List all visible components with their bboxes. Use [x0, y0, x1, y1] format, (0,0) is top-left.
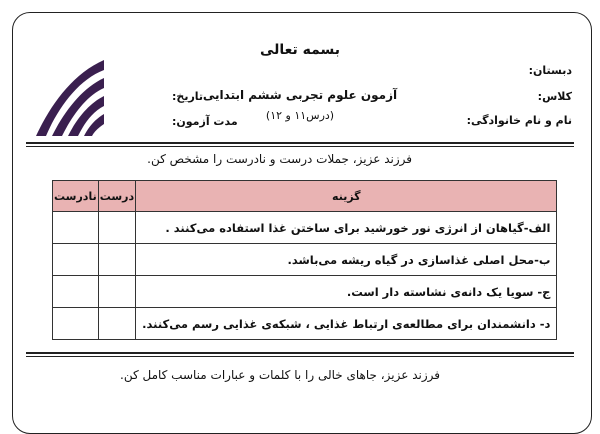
table-row	[53, 308, 557, 340]
exam-title: آزمون علوم تجربی ششم ابتدایی	[202, 88, 398, 102]
date-label: تاریخ:	[172, 90, 204, 103]
lessons-label: (درس۱۱ و ۱۲)	[265, 109, 335, 122]
statement-cell: ب-محل اصلی غذاسازی در گیاه ریشه می‌باشد.	[136, 244, 557, 276]
school-logo-icon	[32, 56, 108, 140]
section-divider	[26, 142, 574, 147]
statement-cell: الف-گیاهان از انرژی نور خورشید برای ساختن غذا استفاده می‌کنند .	[136, 212, 557, 244]
false-answer-cell[interactable]	[53, 244, 99, 276]
table-row	[53, 212, 557, 244]
true-false-instruction: فرزند عزیز، جملات درست و نادرست را مشخص کن.	[147, 152, 412, 166]
false-answer-cell[interactable]	[53, 308, 99, 340]
school-label: دبستان:	[528, 64, 572, 77]
option-column-header: گزینه	[136, 181, 557, 212]
true-answer-cell[interactable]	[98, 212, 135, 244]
statement-cell: د- دانشمندان برای مطالعه‌ی ارتباط غذایی ، شبکه‌ی غذایی رسم می‌کنند.	[136, 308, 557, 340]
true-answer-cell[interactable]	[98, 308, 135, 340]
page-title: بسمه تعالی	[259, 42, 341, 58]
table-row	[53, 276, 557, 308]
fill-blank-instruction: فرزند عزیز، جاهای خالی را با کلمات و عبارات مناسب کامل کن.	[120, 368, 440, 382]
class-label: کلاس:	[537, 90, 572, 103]
true-column-header: درست	[98, 181, 135, 212]
statement-cell: ج- سویا یک دانه‌ی نشاسته دار است.	[136, 276, 557, 308]
true-false-table	[52, 180, 557, 340]
table-row	[53, 244, 557, 276]
section-divider	[26, 352, 574, 357]
false-column-header: نادرست	[53, 181, 99, 212]
false-answer-cell[interactable]	[53, 212, 99, 244]
true-answer-cell[interactable]	[98, 244, 135, 276]
student-name-label: نام و نام خانوادگی:	[466, 114, 572, 127]
true-answer-cell[interactable]	[98, 276, 135, 308]
table-header-row	[53, 181, 557, 212]
duration-label: مدت آزمون:	[172, 115, 238, 128]
false-answer-cell[interactable]	[53, 276, 99, 308]
